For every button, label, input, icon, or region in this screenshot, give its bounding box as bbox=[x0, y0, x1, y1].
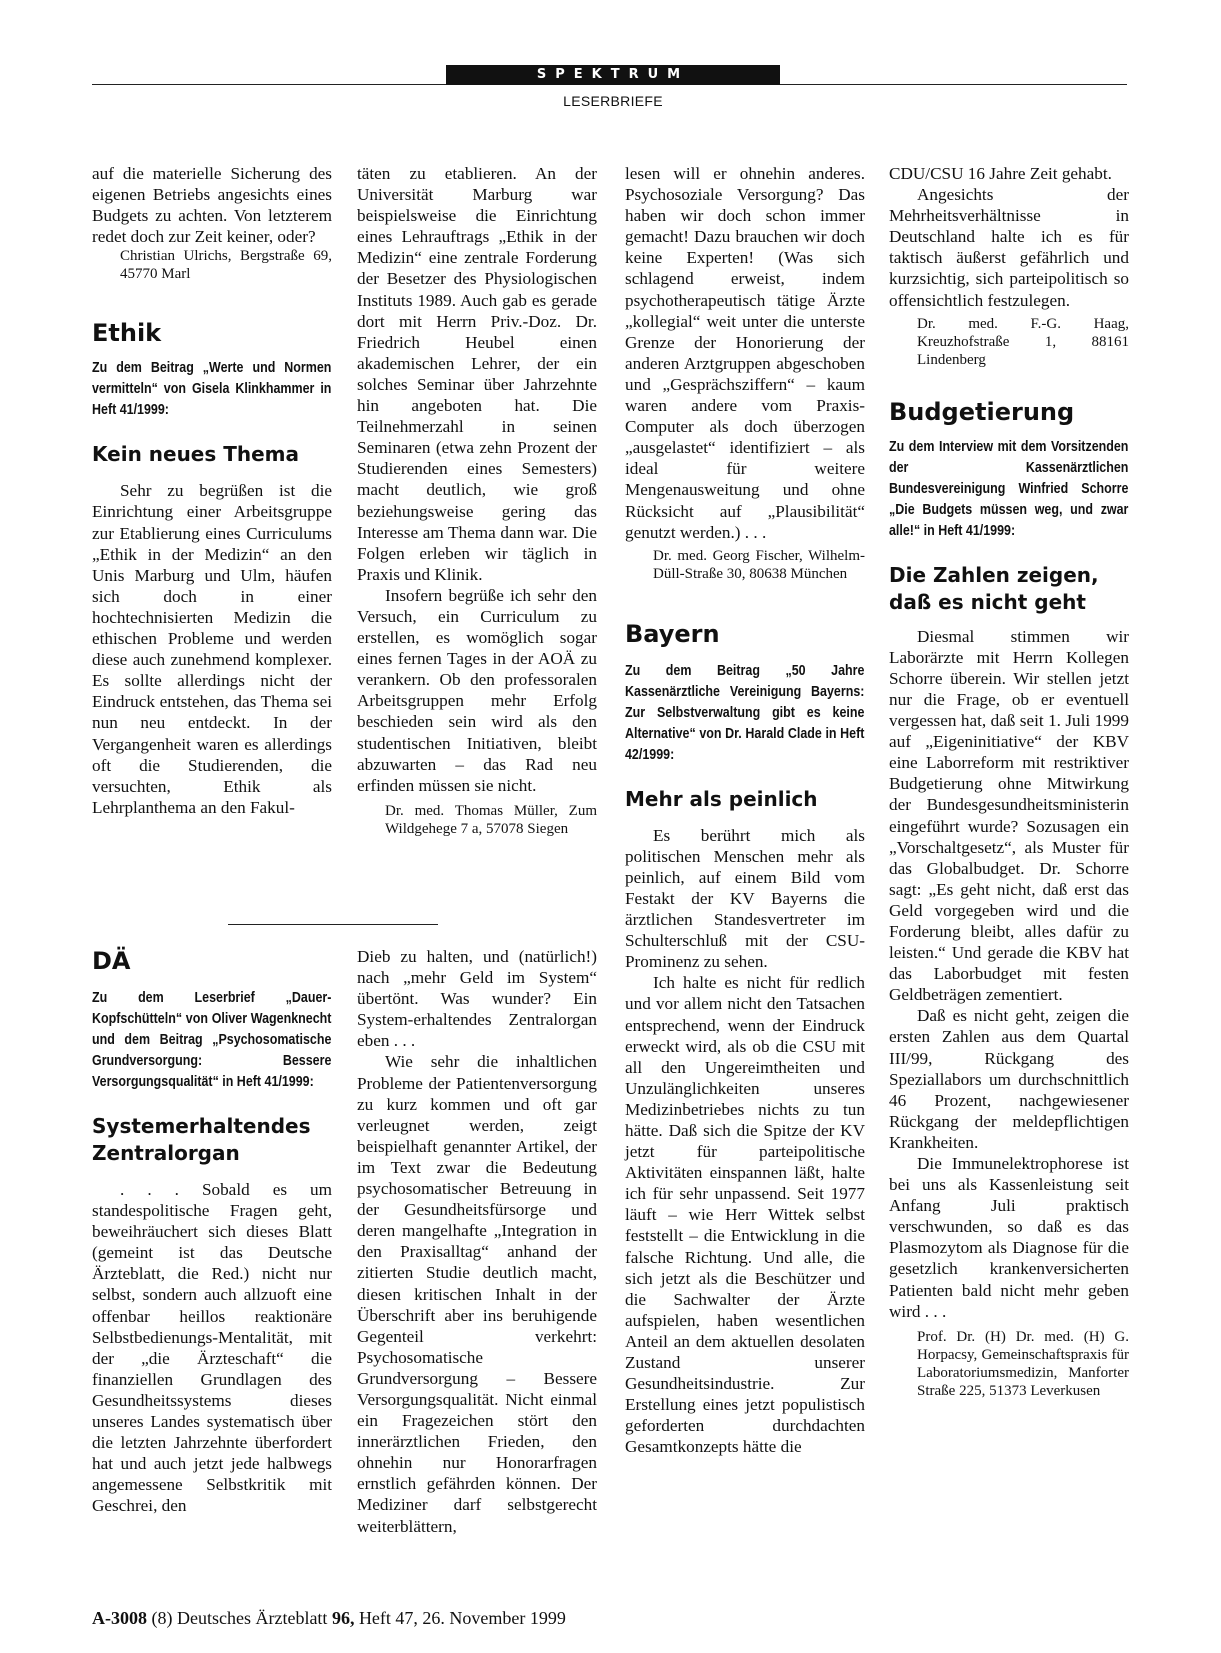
page-footer bbox=[92, 1608, 566, 1629]
category-heading-ethik: Ethik bbox=[92, 319, 162, 348]
signature: Dr. med. Thomas Müller, Zum Wildgehege 7 a, 57078 Siegen bbox=[385, 802, 597, 837]
footer-journal: (8) Deutsches Ärzteblatt bbox=[151, 1608, 328, 1628]
letter-title: Die Zahlen zeigen, daß es nicht geht bbox=[889, 562, 1099, 614]
paragraph: täten zu etablieren. An der Universität Marburg war beispielsweise die Einrichtung eines Lehrauftrags „Ethik in der Medizin“ eine zentrale Forderung der Besetzer des Physiologischen Instituts 1989. Auch gab es gerade dort mit Herrn Priv.-Doz. Dr. Friedrich Heubel einen akademischen Lehrer, der ein solches Seminar über Jahrzehnte hin angeboten hat. Die Teilnehmerzahl in seinen Seminaren (etwa zehn Prozent der Studierenden eines Semesters) macht deutlich, wie groß beziehungsweise gering das Interesse am Thema dann war. Die Folgen erleben wir täglich in Praxis und Klinik. bbox=[357, 164, 597, 584]
paragraph: Es berührt mich als politischen Menschen mehr als peinlich, auf einem Bild vom Festakt der KV Bayerns die ärztlichen Standesvertreter im Schulterschluß mit der CSU-Prominenz zu sehen. bbox=[625, 825, 865, 972]
footer-volume: 96, bbox=[331, 1608, 355, 1628]
paragraph: Diesmal stimmen wir Laborärzte mit Herrn Kollegen Schorre überein. Wir stellen jetzt nur die Frage, ob er eventuell vergessen hat, daß seit 1. Juli 1999 auf „Eigeninitiative“ der KBV eine Laborreform mit restriktiver Budgetierung ohne Mitwirkung der Bundesgesundheitsministerin eingeführt wurde? Sozusagen ein „Vorschaltgesetz“, als Muster für das Globalbudget. Dr. Schorre sagt: „Es geht nicht, daß erst das Geld vorgegeben wird und die Forderung bleibt, alles dafür zu leisten.“ Und gerade die KBV hat das Laborbudget mit festen Geldbeträgen zementiert. bbox=[889, 626, 1129, 1005]
letter-title: Kein neues Thema bbox=[92, 442, 300, 467]
signature: Prof. Dr. (H) Dr. med. (H) G. Horpacsy, Gemeinschaftspraxis für Laboratoriumsmedizin, Manforter Straße 225, 51373 Leverkusen bbox=[917, 1328, 1129, 1399]
paragraph: Angesichts der Mehrheitsverhältnisse in Deutschland halte ich es für taktisch äußerst gefährlich und kurzsichtig, sich parteipolitisch so offensichtlich festzulegen. bbox=[889, 185, 1129, 310]
paragraph: . . . Sobald es um standespolitische Fragen geht, beweihräuchert sich dieses Blatt (gemeint ist das Deutsche Ärzteblatt, die Red.) nicht nur selbst, sondern auch allzuoft eine offenbar heillos reaktionäre Selbstbedienungs-Mentalität, mit der „die Ärzteschaft“ die finanziellen Grundlagen des Gesundheitssystems dieses unseres Landes systematisch über die letzten Jahrzehnte überfordert hat und auch jetzt jede halbwegs angemessene Selbstkritik mit Geschrei, den bbox=[92, 1180, 332, 1516]
column-1-bottom bbox=[92, 946, 332, 1517]
section-label: SPEKTRUM bbox=[446, 65, 780, 85]
divider bbox=[228, 924, 438, 925]
page-number: A-3008 bbox=[92, 1608, 147, 1628]
letter-title: Systemerhaltendes Zentralorgan bbox=[92, 1114, 311, 1165]
paragraph: Daß es nicht geht, zeigen die ersten Zahlen aus dem Quartal III/99, Rückgang des Speziallabors um durchschnittlich 46 Prozent, nachgewiesener Rückgang der meldepflichtigen Krankheiten. bbox=[889, 1006, 1129, 1152]
paragraph: lesen will er ohnehin anderes. Psychosoziale Versorgung? Das haben wir doch schon immer gemacht! Dazu brauchen wir doch keine Experten! (Was sich schlagend erweist, indem psychotherapeutisch tätige Ärzte „kollegial“ weit unter die unterste Grenze der Honorierung der anderen Arztgruppen abgeschoben und „Gesprächsziffern“ – kaum waren andere vom Praxis-Computer als doch überzogen „ausgelastet“ identifiziert – als ideal für weitere Mengenausweitung und ohne Rücksicht auf „Plausibilität“ genutzt werden.) . . . bbox=[625, 164, 865, 542]
category-heading-bayern: Bayern bbox=[625, 619, 720, 648]
paragraph: Dieb zu halten, und (natürlich!) nach „mehr Geld im System“ übertönt. Was wunder? Ein System-erhaltendes Zentralorgan eben . . . bbox=[357, 947, 597, 1051]
signature: Christian Ulrichs, Bergstraße 69, 45770 Marl bbox=[120, 248, 332, 283]
category-heading-budgetierung: Budgetierung bbox=[889, 397, 1075, 426]
column-2-bottom bbox=[357, 946, 597, 1537]
footer-issue: Heft 47, 26. November 1999 bbox=[358, 1608, 566, 1628]
paragraph: auf die materielle Sicherung des eigenen Betriebs angesichts eines Budgets zu achten. Von letzterem redet doch zur Zeit keiner, oder? bbox=[92, 164, 332, 247]
subsection-label: LESERBRIEFE bbox=[563, 93, 663, 109]
paragraph: Wie sehr die inhaltlichen Probleme der Patientenversorgung zu kurz kommen und oft gar verleugnet werden, zeigt beispielhaft genannter Artikel, der im Text zwar die Bedeutung psychosomatischer Betreuung in der Gesundheitsfürsorge und deren mangelhafte „Integration in den Praxisalltag“ anhand der zitierten Studie deutlich macht, diesen kritischen Inhalt in der Überschrift aber ins beruhigende Gegenteil verkehrt: Psychosomatische Grundversorgung – Bessere Versorgungsqualität. Nicht einmal ein Fragezeichen stört den innerärztlichen Frieden, den ohnehin nur Honorarfragen ernstlich gefährden können. Der Mediziner darf selbstgerecht weiterblättern, bbox=[357, 1052, 597, 1536]
column-4 bbox=[889, 163, 1129, 1400]
reference-note: Zu dem Beitrag „Werte und Normen vermitteln“ von Gisela Klinkhammer in Heft 41/1999: bbox=[92, 360, 332, 419]
signature: Dr. med. F.-G. Haag, Kreuzhofstraße 1, 88161 Lindenberg bbox=[917, 315, 1129, 368]
paragraph: CDU/CSU 16 Jahre Zeit gehabt. bbox=[889, 164, 1112, 183]
column-2 bbox=[357, 163, 597, 838]
column-3 bbox=[625, 163, 865, 1458]
paragraph: Insofern begrüße ich sehr den Versuch, ein Curriculum zu erstellen, es womöglich sogar eines fernen Tages in der AOÄ zu verankern. Ob den professoralen Arbeitsgruppen mehr Erfolg beschieden sein wird als den studentischen Initiativen, bleibt abzuwarten – das Rad neu erfinden müssen sie nicht. bbox=[357, 585, 597, 795]
signature: Dr. med. Georg Fischer, Wilhelm-Düll-Straße 30, 80638 München bbox=[653, 547, 865, 582]
paragraph: Ich halte es nicht für redlich und vor allem nicht den Tatsachen entsprechend, wenn der Eindruck erweckt wird, als ob die CSU mit all den Ungereimtheiten und Unzulänglichkeiten unseres Medizinbetriebes nichts zu tun hätte. Daß sich die Spitze der KV jetzt für parteipolitische Aktivitäten einspannen läßt, halte ich für sehr unpassend. Seit 1977 läuft – wie Herr Wittek selbst feststellt – die Entwicklung in die falsche Richtung. Und alle, die sich jetzt als die Beschützer und die Sachwalter der Ärzte aufspielen, haben wesentlichen Anteil an dem aktuellen desolaten Zustand unserer Gesundheitsindustrie. Zur Erstellung eines jetzt populistisch geforderten durchdachten Gesamtkonzepts hätte die bbox=[625, 973, 865, 1457]
paragraph: Die Immunelektrophorese ist bei uns als Kassenleistung seit Anfang Juli praktisch verschwunden, so daß es das Plasmozytom als Diagnose für die gesetzlich krankenversicherten Patienten bald nicht mehr geben wird . . . bbox=[889, 1154, 1129, 1321]
column-1 bbox=[92, 163, 332, 818]
reference-note: Zu dem Leserbrief „Dauer-Kopfschütteln“ von Oliver Wagenknecht und dem Beitrag „Psychosomatische Grundversorgung: Bessere Versorgungsqualität“ in Heft 41/1999: bbox=[92, 990, 332, 1090]
reference-note: Zu dem Beitrag „50 Jahre Kassenärztliche Vereinigung Bayerns: Zur Selbstverwaltung gibt es keine Alternative“ von Dr. Harald Clade in Heft 42/1999: bbox=[625, 662, 865, 763]
reference-note: Zu dem Interview mit dem Vorsitzenden der Kassenärztlichen Bundesvereinigung Winfried Schorre „Die Budgets müssen weg, und zwar alle!“ in Heft 41/1999: bbox=[889, 438, 1129, 539]
letter-title: Mehr als peinlich bbox=[625, 786, 818, 811]
paragraph: Sehr zu begrüßen ist die Einrichtung einer Arbeitsgruppe zur Etablierung eines Curriculums „Ethik in der Medizin“ an den Unis Marburg und Ulm, häufen sich doch in einer hochtechnisierten Medizin die ethischen Probleme und werden diese auch zunehmend komplexer. Es sollte allerdings nicht der Eindruck entstehen, das Thema sei nun neu entdeckt. In der Vergangenheit waren es allerdings oft die Studierenden, die versuchten, Ethik als Lehrplanthema an den Fakul- bbox=[92, 481, 332, 817]
category-heading-dae: DÄ bbox=[92, 947, 131, 975]
